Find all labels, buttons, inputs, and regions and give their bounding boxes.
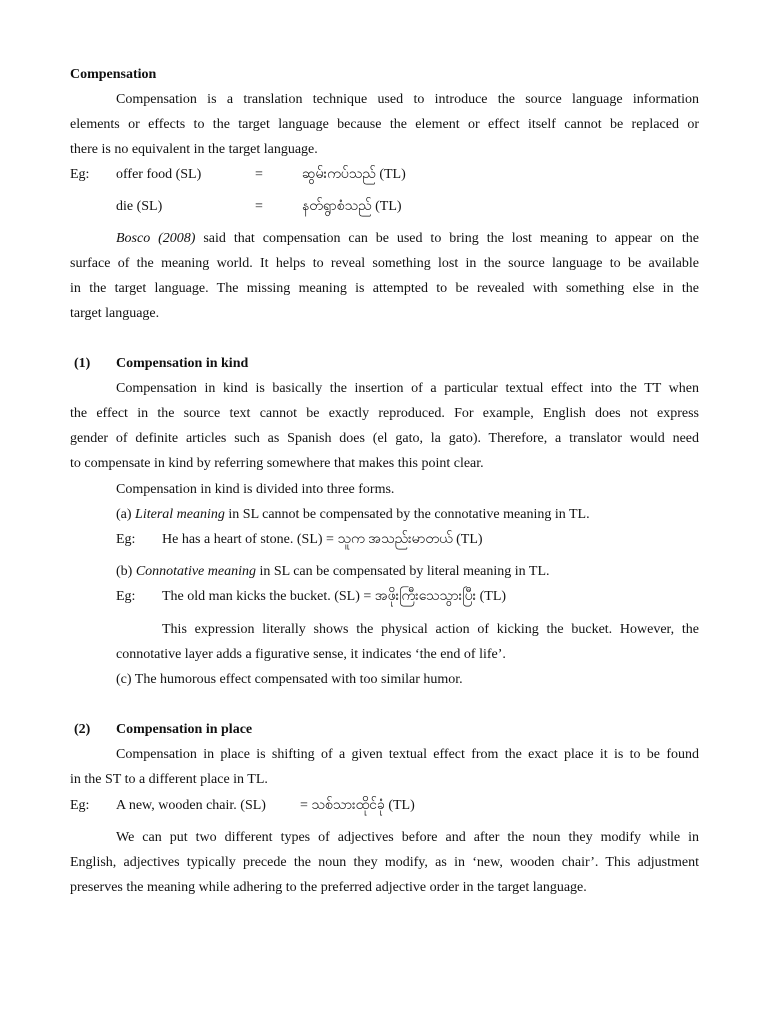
form-b-term: Connotative meaning bbox=[135, 564, 256, 579]
subsection-number: (1) bbox=[74, 356, 91, 371]
subsection-title: Compensation in place bbox=[116, 722, 253, 737]
eg-label: Eg: bbox=[70, 167, 90, 182]
paragraph-line: connotative layer adds a figurative sense, it indicates ‘the end of life’. bbox=[116, 647, 506, 662]
paragraph-text: said that compensation can be used to bring the lost meaning to appear on the bbox=[195, 231, 699, 246]
form-a-term: Literal meaning bbox=[135, 507, 225, 522]
form-b-rest: in SL can be compensated by literal meaning in TL. bbox=[255, 564, 550, 579]
eg-label: Eg: bbox=[116, 589, 136, 604]
paragraph-line bbox=[116, 230, 699, 248]
paragraph-line: Compensation is a translation technique used to introduce the source language information bbox=[116, 92, 699, 107]
paragraph-line: We can put two different types of adjectives before and after the noun they modify while in bbox=[116, 830, 699, 845]
subsection-number: (2) bbox=[74, 722, 91, 737]
example-tl: ဆွမ်းကပ်သည် (TL) bbox=[302, 167, 406, 182]
paragraph-line: English, adjectives typically precede the noun they modify, as in ‘new, wooden chair’. This adjustment bbox=[70, 855, 699, 870]
paragraph-line: in the target language. The missing meaning is attempted to be revealed with something else in the bbox=[70, 281, 699, 296]
example-tl: = သစ်သားထိုင်ခုံ (TL) bbox=[300, 798, 415, 813]
form-a-prefix: (a) bbox=[116, 507, 136, 522]
paragraph-line: preserves the meaning while adhering to the preferred adjective order in the target language. bbox=[70, 880, 587, 895]
example-sl: die (SL) bbox=[116, 199, 163, 214]
example-sl: offer food (SL) bbox=[116, 167, 202, 182]
subsection-title: Compensation in kind bbox=[116, 356, 249, 371]
form-a-rest: in SL cannot be compensated by the connotative meaning in TL. bbox=[224, 507, 590, 522]
example-equals: = bbox=[255, 167, 263, 182]
example-equals: = bbox=[255, 199, 263, 214]
paragraph-line: to compensate in kind by referring somewhere that makes this point clear. bbox=[70, 456, 484, 471]
paragraph-line: target language. bbox=[70, 306, 160, 321]
paragraph-line: in the ST to a different place in TL. bbox=[70, 772, 268, 787]
form-c: (c) The humorous effect compensated with too similar humor. bbox=[116, 672, 463, 687]
paragraph-line: Compensation in place is shifting of a given textual effect from the exact place it is to be found bbox=[116, 747, 699, 762]
paragraph-line: there is no equivalent in the target language. bbox=[70, 142, 318, 157]
eg-label: Eg: bbox=[116, 532, 136, 547]
paragraph-line: the effect in the source text cannot be exactly reproduced. For example, English does not express bbox=[70, 406, 699, 421]
form-b bbox=[116, 563, 550, 581]
citation: Bosco (2008) bbox=[116, 231, 196, 246]
paragraph-line: This expression literally shows the physical action of kicking the bucket. However, the bbox=[162, 622, 699, 637]
form-b-prefix: (b) bbox=[116, 564, 136, 579]
example-tl: နတ်ရွာစံသည် (TL) bbox=[302, 199, 402, 214]
form-a bbox=[116, 506, 590, 524]
forms-intro: Compensation in kind is divided into three forms. bbox=[116, 482, 395, 497]
paragraph-line: surface of the meaning world. It helps to reveal something lost in the source language to be available bbox=[70, 256, 699, 271]
example-sl: A new, wooden chair. (SL) bbox=[116, 798, 266, 813]
section-heading: Compensation bbox=[70, 67, 157, 82]
paragraph-line: elements or effects to the target language because the element or effect itself cannot be replaced or bbox=[70, 117, 699, 132]
example-text: He has a heart of stone. (SL) = သူက အသည်းမာတယ် (TL) bbox=[162, 532, 483, 547]
paragraph-line: Compensation in kind is basically the insertion of a particular textual effect into the TT when bbox=[116, 381, 699, 396]
eg-label: Eg: bbox=[70, 798, 90, 813]
example-text: The old man kicks the bucket. (SL) = အဖိုးကြီးသေသွားပြီး (TL) bbox=[162, 589, 507, 604]
paragraph-line: gender of definite articles such as Spanish does (el gato, la gato). Therefore, a translator would need bbox=[70, 431, 699, 446]
